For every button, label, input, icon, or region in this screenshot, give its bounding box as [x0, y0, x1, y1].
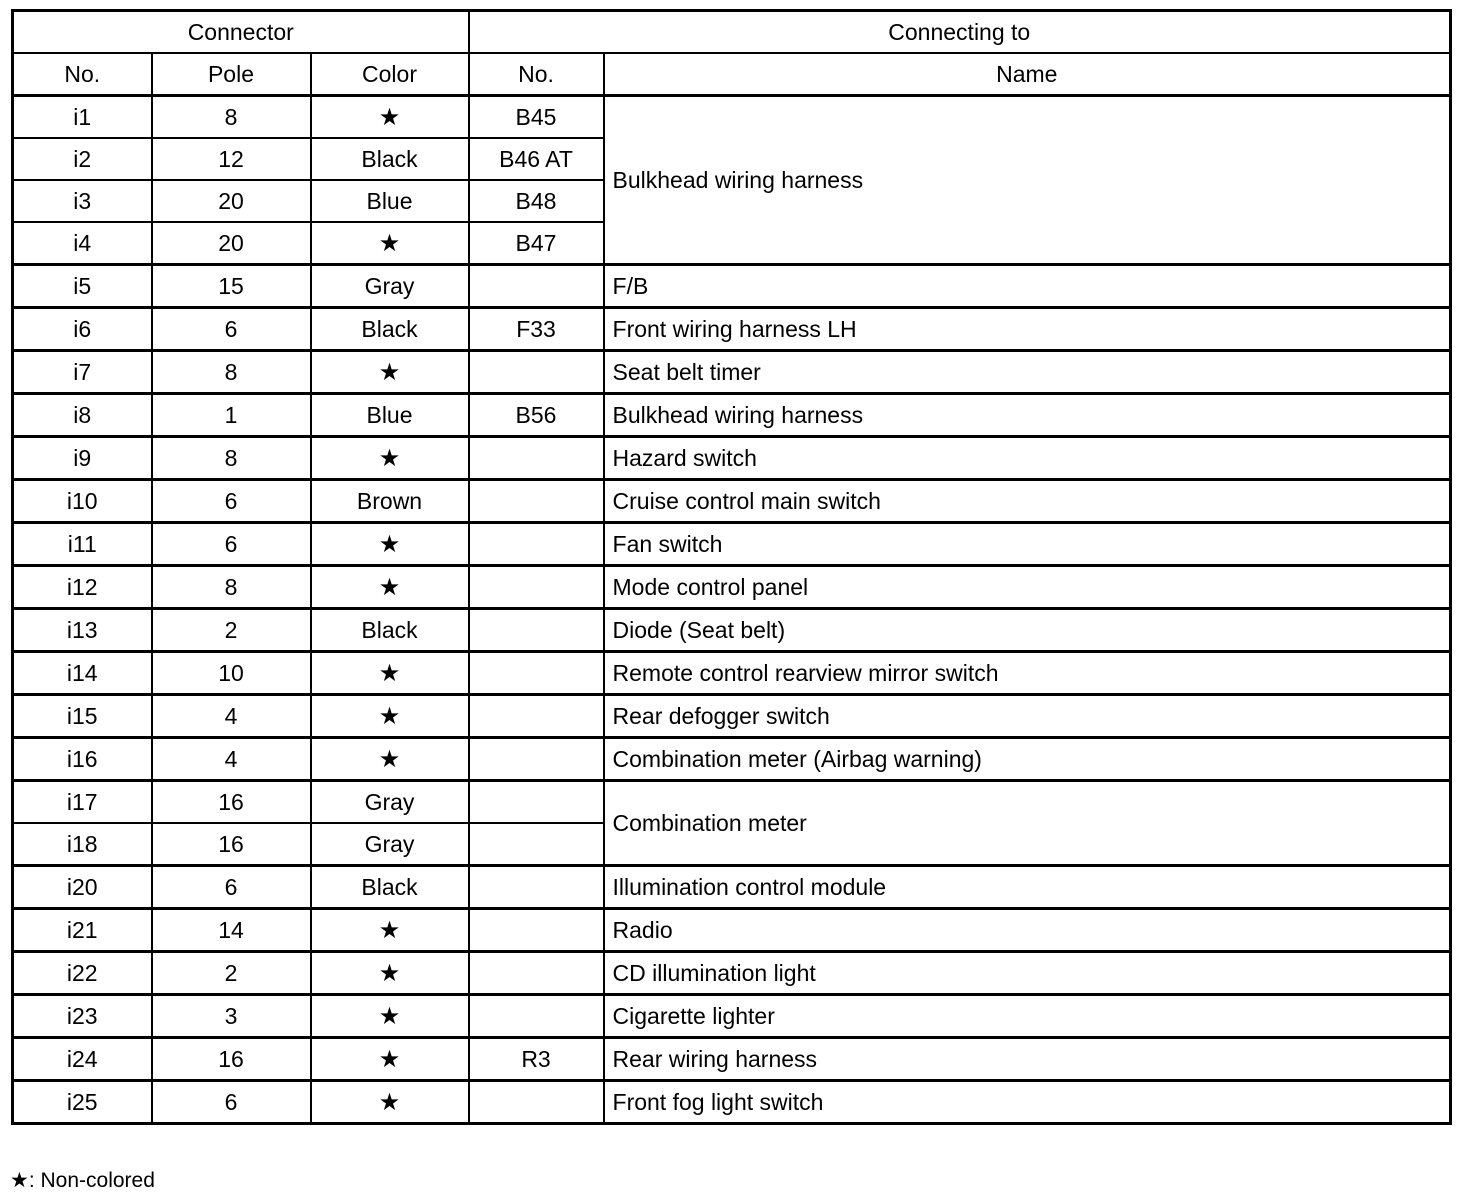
connector-no-cell: i17 [13, 781, 152, 824]
connector-no-cell: i2 [13, 138, 152, 180]
name-cell: Cigarette lighter [604, 995, 1451, 1038]
connecting-no-cell [469, 952, 604, 995]
table-row [13, 394, 1451, 437]
color-cell: ★ [311, 96, 469, 139]
color-cell: ★ [311, 523, 469, 566]
name-cell: Bulkhead wiring harness [604, 96, 1451, 265]
pole-cell: 8 [152, 96, 311, 139]
name-cell: Front fog light switch [604, 1081, 1451, 1124]
header-connecting-no: No. [469, 53, 604, 96]
table-row [13, 866, 1451, 909]
name-cell: Fan switch [604, 523, 1451, 566]
connecting-no-cell [469, 265, 604, 308]
connecting-no-cell [469, 738, 604, 781]
name-cell: Seat belt timer [604, 351, 1451, 394]
connecting-no-cell [469, 566, 604, 609]
color-cell: Brown [311, 480, 469, 523]
pole-cell: 20 [152, 222, 311, 265]
table-row [13, 695, 1451, 738]
name-cell: Cruise control main switch [604, 480, 1451, 523]
connector-no-cell: i24 [13, 1038, 152, 1081]
name-cell: Illumination control module [604, 866, 1451, 909]
name-cell: Mode control panel [604, 566, 1451, 609]
connector-no-cell: i15 [13, 695, 152, 738]
header-connecting-to: Connecting to [469, 11, 1451, 54]
header-pole: Pole [152, 53, 311, 96]
color-cell: ★ [311, 222, 469, 265]
color-cell: ★ [311, 995, 469, 1038]
pole-cell: 16 [152, 823, 311, 866]
pole-cell: 14 [152, 909, 311, 952]
connector-no-cell: i11 [13, 523, 152, 566]
connector-no-cell: i8 [13, 394, 152, 437]
color-cell: ★ [311, 437, 469, 480]
connector-no-cell: i21 [13, 909, 152, 952]
table-row [13, 1038, 1451, 1081]
connecting-no-cell: B56 [469, 394, 604, 437]
color-cell: Black [311, 866, 469, 909]
pole-cell: 3 [152, 995, 311, 1038]
pole-cell: 16 [152, 781, 311, 824]
table-row [13, 308, 1451, 351]
color-cell: ★ [311, 1038, 469, 1081]
pole-cell: 20 [152, 180, 311, 222]
connector-no-cell: i9 [13, 437, 152, 480]
header-no: No. [13, 53, 152, 96]
connecting-no-cell [469, 866, 604, 909]
color-cell: ★ [311, 909, 469, 952]
color-cell: ★ [311, 1081, 469, 1124]
connecting-no-cell [469, 823, 604, 866]
connecting-no-cell: R3 [469, 1038, 604, 1081]
connector-table [11, 9, 1452, 1125]
connector-no-cell: i1 [13, 96, 152, 139]
name-cell: Diode (Seat belt) [604, 609, 1451, 652]
pole-cell: 6 [152, 308, 311, 351]
connector-no-cell: i16 [13, 738, 152, 781]
color-cell: Gray [311, 781, 469, 824]
table-row [13, 480, 1451, 523]
color-cell: Blue [311, 394, 469, 437]
connecting-no-cell [469, 995, 604, 1038]
pole-cell: 6 [152, 1081, 311, 1124]
connecting-no-cell [469, 1081, 604, 1124]
connecting-no-cell: B48 [469, 180, 604, 222]
pole-cell: 6 [152, 523, 311, 566]
table-row [13, 566, 1451, 609]
name-cell: F/B [604, 265, 1451, 308]
pole-cell: 4 [152, 738, 311, 781]
table-row [13, 952, 1451, 995]
table-row [13, 96, 1451, 139]
connecting-no-cell [469, 351, 604, 394]
header-name: Name [604, 53, 1451, 96]
connector-no-cell: i23 [13, 995, 152, 1038]
color-cell: Blue [311, 180, 469, 222]
connecting-no-cell: B46 AT [469, 138, 604, 180]
connecting-no-cell [469, 909, 604, 952]
pole-cell: 12 [152, 138, 311, 180]
table-row [13, 437, 1451, 480]
connector-no-cell: i14 [13, 652, 152, 695]
connecting-no-cell [469, 695, 604, 738]
connecting-no-cell [469, 781, 604, 824]
pole-cell: 15 [152, 265, 311, 308]
pole-cell: 8 [152, 566, 311, 609]
color-cell: ★ [311, 566, 469, 609]
name-cell: Radio [604, 909, 1451, 952]
connecting-no-cell: B45 [469, 96, 604, 139]
connector-no-cell: i5 [13, 265, 152, 308]
header-connector: Connector [13, 11, 469, 54]
header-group-row [13, 11, 1451, 54]
color-cell: Gray [311, 265, 469, 308]
connecting-no-cell: F33 [469, 308, 604, 351]
connector-no-cell: i4 [13, 222, 152, 265]
pole-cell: 10 [152, 652, 311, 695]
table-row [13, 909, 1451, 952]
table-row [13, 738, 1451, 781]
connector-no-cell: i18 [13, 823, 152, 866]
color-cell: Black [311, 609, 469, 652]
table-header [13, 11, 1451, 96]
name-cell: Remote control rearview mirror switch [604, 652, 1451, 695]
color-cell: ★ [311, 952, 469, 995]
pole-cell: 8 [152, 351, 311, 394]
connector-no-cell: i12 [13, 566, 152, 609]
name-cell: CD illumination light [604, 952, 1451, 995]
connecting-no-cell [469, 480, 604, 523]
pole-cell: 6 [152, 480, 311, 523]
pole-cell: 4 [152, 695, 311, 738]
connector-no-cell: i3 [13, 180, 152, 222]
connector-no-cell: i25 [13, 1081, 152, 1124]
table-row [13, 995, 1451, 1038]
table-body [13, 96, 1451, 1124]
name-cell: Front wiring harness LH [604, 308, 1451, 351]
connector-no-cell: i10 [13, 480, 152, 523]
table-row [13, 351, 1451, 394]
name-cell: Hazard switch [604, 437, 1451, 480]
name-cell: Rear defogger switch [604, 695, 1451, 738]
pole-cell: 16 [152, 1038, 311, 1081]
pole-cell: 2 [152, 609, 311, 652]
connector-no-cell: i7 [13, 351, 152, 394]
connector-no-cell: i6 [13, 308, 152, 351]
color-cell: ★ [311, 652, 469, 695]
connecting-no-cell [469, 437, 604, 480]
connecting-no-cell: B47 [469, 222, 604, 265]
header-column-row [13, 53, 1451, 96]
footnote: ★: Non-colored [10, 1169, 155, 1192]
table-row [13, 1081, 1451, 1124]
name-cell: Combination meter (Airbag warning) [604, 738, 1451, 781]
color-cell: ★ [311, 351, 469, 394]
color-cell: Gray [311, 823, 469, 866]
color-cell: ★ [311, 695, 469, 738]
pole-cell: 6 [152, 866, 311, 909]
color-cell: ★ [311, 738, 469, 781]
table-row [13, 265, 1451, 308]
connecting-no-cell [469, 652, 604, 695]
color-cell: Black [311, 308, 469, 351]
connector-no-cell: i20 [13, 866, 152, 909]
connector-no-cell: i13 [13, 609, 152, 652]
header-color: Color [311, 53, 469, 96]
connecting-no-cell [469, 523, 604, 566]
pole-cell: 1 [152, 394, 311, 437]
connecting-no-cell [469, 609, 604, 652]
name-cell: Combination meter [604, 781, 1451, 866]
pole-cell: 8 [152, 437, 311, 480]
name-cell: Rear wiring harness [604, 1038, 1451, 1081]
table-row [13, 609, 1451, 652]
pole-cell: 2 [152, 952, 311, 995]
connector-no-cell: i22 [13, 952, 152, 995]
table-row [13, 523, 1451, 566]
name-cell: Bulkhead wiring harness [604, 394, 1451, 437]
table-row [13, 652, 1451, 695]
table-row [13, 781, 1451, 824]
color-cell: Black [311, 138, 469, 180]
